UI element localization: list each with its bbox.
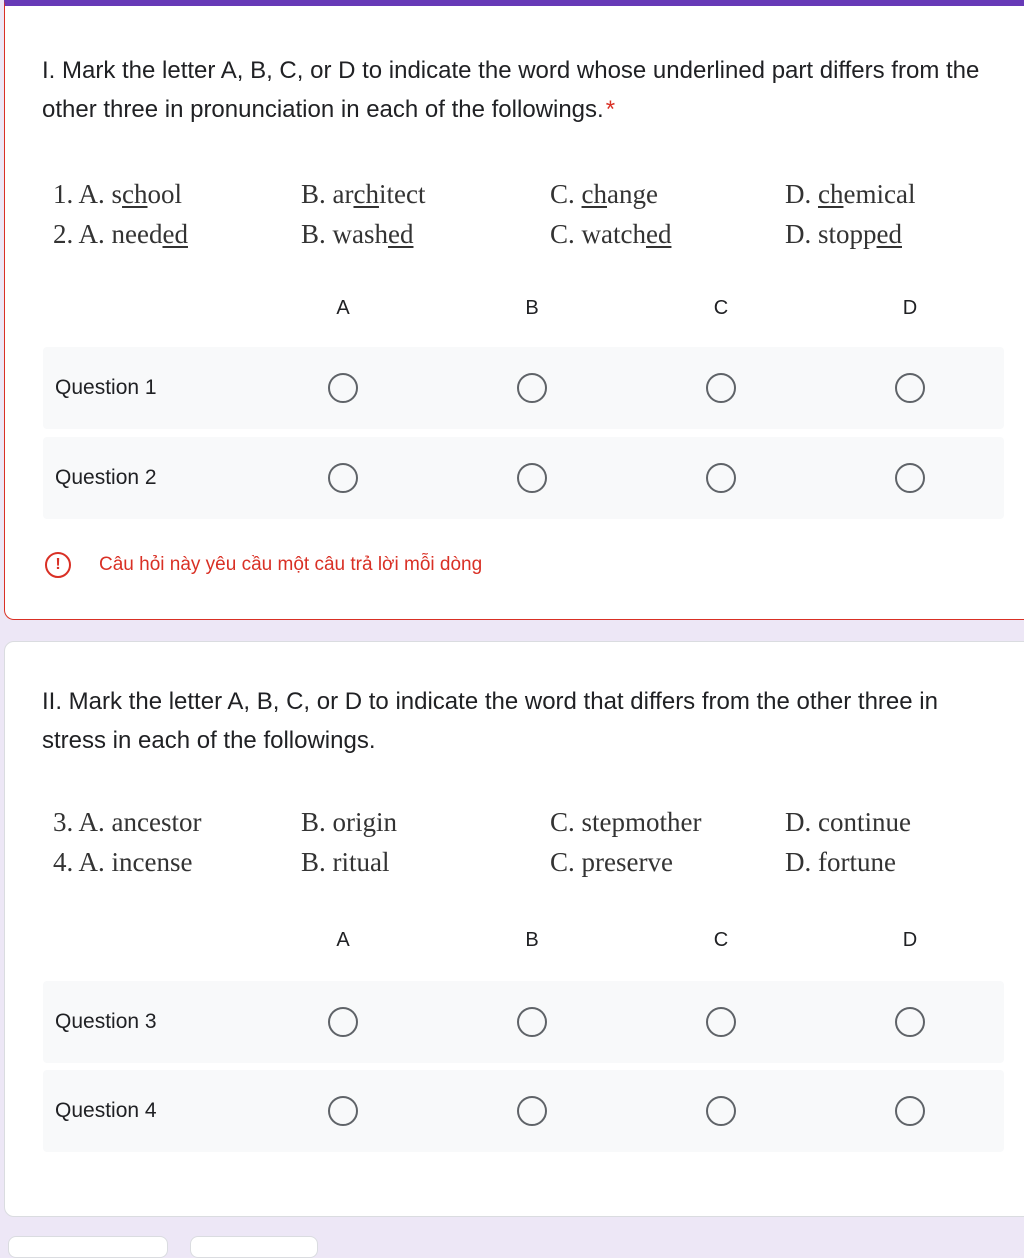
- word-table: [5, 802, 1024, 882]
- radio-q2-d[interactable]: [895, 463, 925, 493]
- radio-q4-b[interactable]: [517, 1096, 547, 1126]
- word-row-1: [5, 174, 1024, 214]
- option-3d: D. continue: [785, 807, 911, 837]
- grid-column-headers: [5, 293, 1024, 323]
- column-header-c: C: [713, 297, 729, 319]
- row-label: Question 3: [55, 1010, 157, 1033]
- word-table: [5, 174, 1024, 254]
- radio-q1-a[interactable]: [328, 373, 358, 403]
- question-card-stress: [4, 641, 1024, 1217]
- option-2d: D. stopped: [785, 219, 902, 249]
- radio-q1-d[interactable]: [895, 373, 925, 403]
- grid-row-question-3: [43, 981, 1004, 1063]
- option-1c: C. change: [550, 179, 658, 209]
- validation-error: [45, 546, 482, 584]
- word-row-4: [5, 842, 1024, 882]
- option-4b: B. ritual: [301, 847, 390, 877]
- option-3a: 3. A. ancestor: [53, 807, 202, 837]
- radio-q3-c[interactable]: [706, 1007, 736, 1037]
- grid-row-question-1: [43, 347, 1004, 429]
- option-1b: B. architect: [301, 179, 426, 209]
- bottom-button-stub[interactable]: [8, 1236, 168, 1258]
- radio-q1-b[interactable]: [517, 373, 547, 403]
- row-label: Question 4: [55, 1099, 157, 1122]
- option-1a: 1. A. school: [53, 179, 183, 209]
- option-3c: C. stepmother: [550, 807, 702, 837]
- radio-q2-a[interactable]: [328, 463, 358, 493]
- column-header-d: D: [902, 929, 918, 951]
- radio-q3-b[interactable]: [517, 1007, 547, 1037]
- radio-q3-a[interactable]: [328, 1007, 358, 1037]
- question-title: II. Mark the letter A, B, C, or D to indicate the word that differs from the other three in stress in each of the followings.: [42, 688, 938, 754]
- radio-q4-a[interactable]: [328, 1096, 358, 1126]
- column-header-c: C: [713, 929, 729, 951]
- question-title: I. Mark the letter A, B, C, or D to indicate the word whose underlined part differs from the other three in pronunciation in each of the followings.*: [42, 57, 980, 123]
- option-4a: 4. A. incense: [53, 847, 193, 877]
- option-2c: C. watched: [550, 219, 672, 249]
- radio-q4-d[interactable]: [895, 1096, 925, 1126]
- required-asterisk: *: [605, 96, 616, 123]
- option-2a: 2. A. needed: [53, 219, 188, 249]
- error-icon: !: [45, 552, 71, 578]
- option-4c: C. preserve: [550, 847, 673, 877]
- column-header-a: A: [336, 929, 350, 951]
- word-row-3: [5, 802, 1024, 842]
- option-1d: D. chemical: [785, 179, 916, 209]
- radio-q4-c[interactable]: [706, 1096, 736, 1126]
- grid-row-question-2: [43, 437, 1004, 519]
- grid-row-question-4: [43, 1070, 1004, 1152]
- radio-q1-c[interactable]: [706, 373, 736, 403]
- radio-q2-c[interactable]: [706, 463, 736, 493]
- option-4d: D. fortune: [785, 847, 896, 877]
- bottom-button-stub[interactable]: [190, 1236, 318, 1258]
- column-header-b: B: [525, 929, 539, 951]
- question-card-pronunciation: [4, 0, 1024, 620]
- column-header-b: B: [525, 297, 539, 319]
- option-3b: B. origin: [301, 807, 398, 837]
- radio-q2-b[interactable]: [517, 463, 547, 493]
- column-header-d: D: [902, 297, 918, 319]
- column-header-a: A: [336, 297, 350, 319]
- radio-q3-d[interactable]: [895, 1007, 925, 1037]
- option-2b: B. washed: [301, 219, 414, 249]
- error-message: Câu hỏi này yêu cầu một câu trả lời mỗi dòng: [99, 554, 483, 575]
- row-label: Question 1: [55, 376, 157, 399]
- grid-column-headers: [5, 925, 1024, 955]
- row-label: Question 2: [55, 466, 157, 489]
- word-row-2: [5, 214, 1024, 254]
